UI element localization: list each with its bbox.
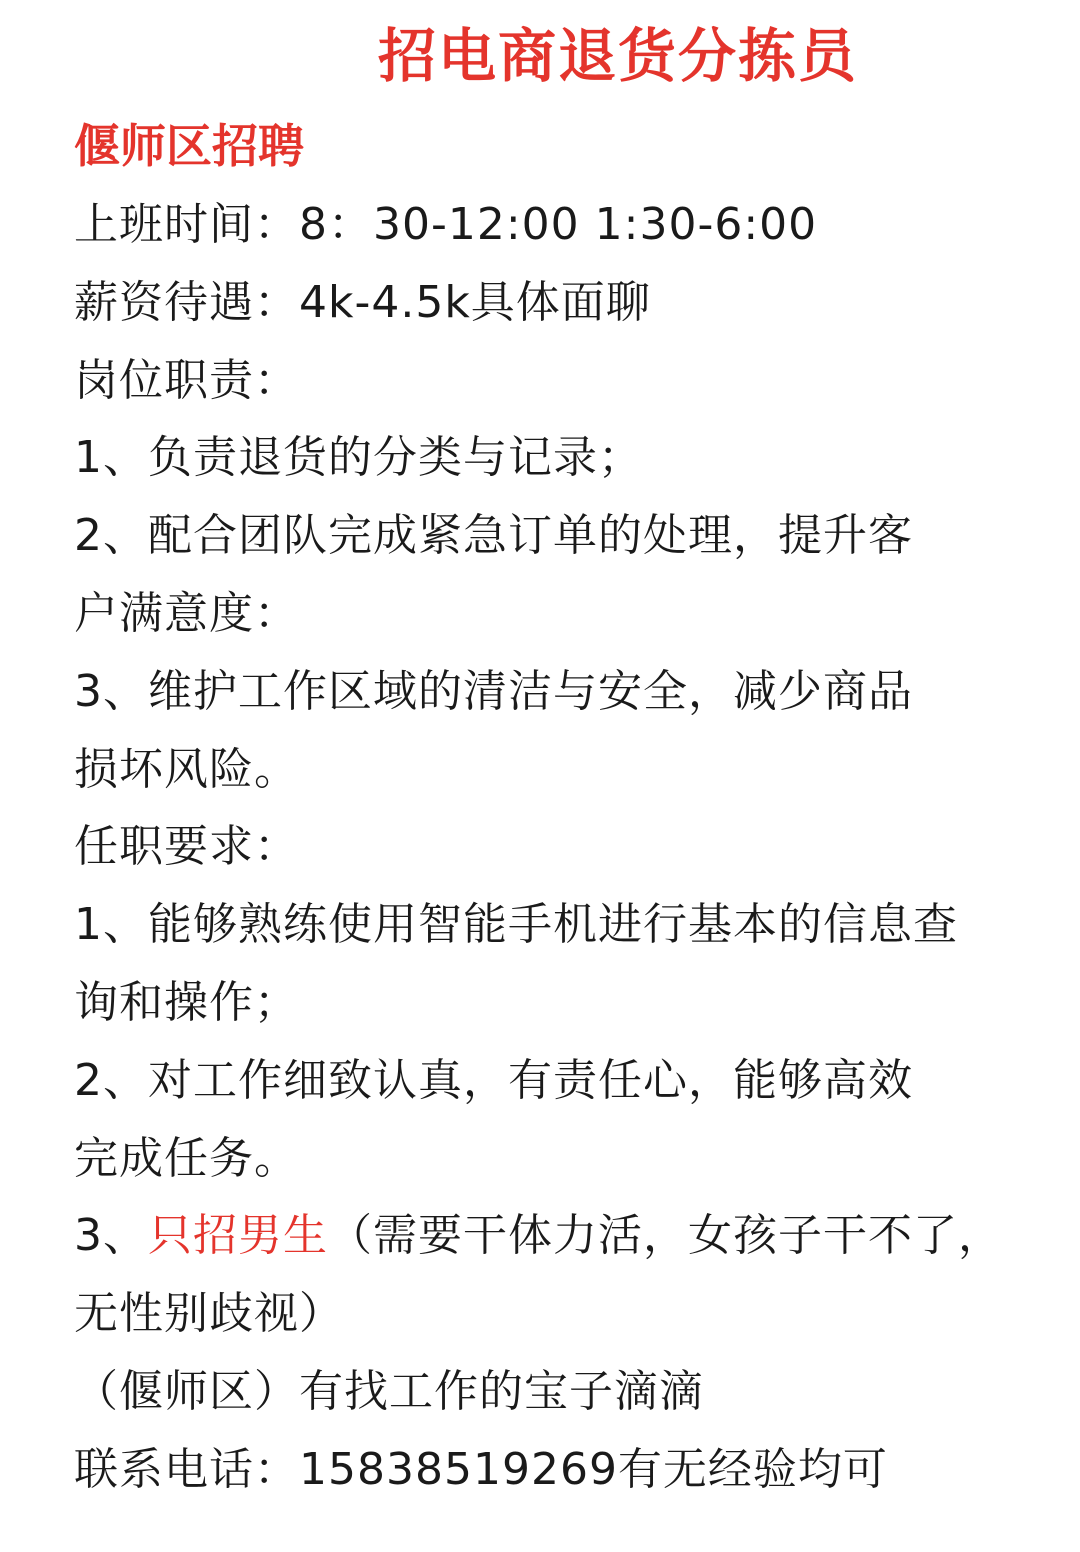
requirement-item-1-part-2: 询和操作； — [74, 976, 299, 1028]
location-note: （偃师区）有找工作的宝子滴滴 — [74, 1365, 704, 1417]
requirement-item-3-part-2: 无性别歧视） — [74, 1288, 344, 1340]
duty-item-2-part-1: 2、配合团队完成紧急订单的处理，提升客 — [74, 510, 913, 562]
duty-item-2-part-2: 户满意度： — [74, 587, 299, 639]
poster-title: 招电商退货分拣员 — [378, 22, 859, 90]
requirement-3-prefix: 3、 — [74, 1210, 148, 1262]
requirements-heading: 任职要求： — [74, 821, 299, 873]
requirement-item-2-part-2: 完成任务。 — [74, 1132, 299, 1184]
requirement-3-highlight: 只招男生 — [148, 1210, 328, 1262]
poster-subtitle: 偃师区招聘 — [74, 119, 304, 173]
requirement-item-3-part-1 — [74, 1197, 1014, 1275]
requirement-3-rest: （需要干体力活，女孩子干不了， — [328, 1210, 1003, 1262]
contact-line: 联系电话：15838519269有无经验均可 — [74, 1443, 888, 1495]
duty-item-1: 1、负责退货的分类与记录； — [74, 432, 643, 484]
salary-line: 薪资待遇：4k-4.5k具体面聊 — [74, 276, 651, 328]
work-hours-line: 上班时间：8：30-12:00 1:30-6:00 — [74, 199, 818, 250]
requirement-item-1-part-1: 1、能够熟练使用智能手机进行基本的信息查 — [74, 899, 958, 951]
requirement-item-2-part-1: 2、对工作细致认真，有责任心，能够高效 — [74, 1054, 913, 1106]
duty-item-3-part-2: 损坏风险。 — [74, 743, 299, 795]
duty-item-3-part-1: 3、维护工作区域的清洁与安全，减少商品 — [74, 665, 913, 717]
duties-heading: 岗位职责： — [74, 354, 299, 406]
poster-body — [74, 186, 1014, 1509]
